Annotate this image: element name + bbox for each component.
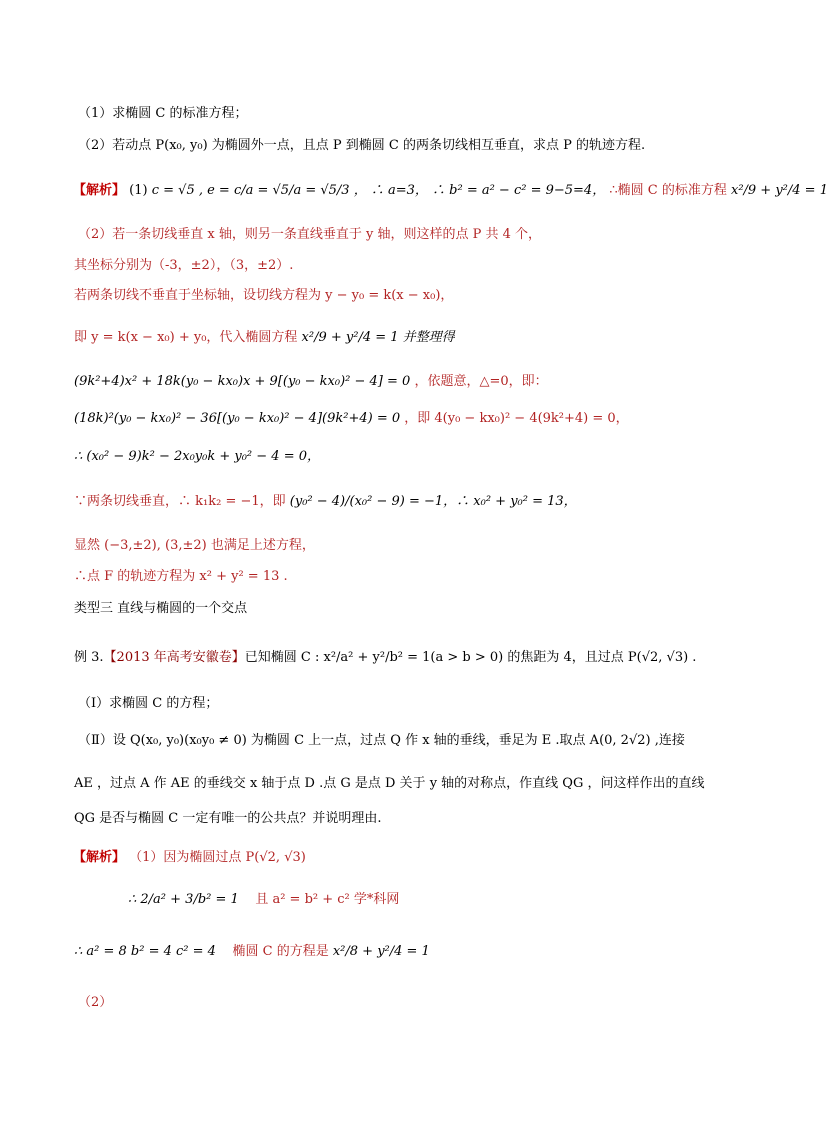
example-3-solution-line-2: ∴ 2/a² + 3/b² = 1 且 a² = b² + c² 学*科网 (128, 892, 400, 907)
example-3-question-2-line-1: （Ⅱ）设 Q(x₀, y₀)(x₀y₀ ≠ 0) 为椭圆 C 上一点，过点 Q 作 x 轴的垂线，垂足为 E .取点 A(0, 2√2) ,连接 (78, 733, 685, 748)
question-1: （1）求椭圆 C 的标准方程； (78, 106, 248, 121)
solution-1-line: 【解析】 (1) c = √5 , e = c/a = √5/a = √5/3 ， ∴ a=3， ∴ b² = a² − c² = 9−5=4， ∴椭圆 C 的标准方程 x²/9 + y²/4 = 1 (73, 183, 828, 198)
solution-2-line-3: 若两条切线不垂直于坐标轴，设切线方程为 y − y₀ = k(x − x₀)， (74, 288, 454, 303)
example-3-solution-line-3: ∴ a² = 8 b² = 4 c² = 4 椭圆 C 的方程是 x²/8 + y²/4 = 1 (74, 944, 430, 959)
solution-2-line-1: （2）若一条切线垂直 x 轴，则另一条直线垂直于 y 轴，则这样的点 P 共 4 个， (78, 227, 542, 242)
solution-2-line-8: ∵两条切线垂直，∴ k₁k₂ = −1，即 (y₀² − 4)/(x₀² − 9) = −1，∴ x₀² + y₀² = 13， (74, 494, 577, 509)
solution-2-line-10: ∴点 F 的轨迹方程为 x² + y² = 13 . (74, 569, 288, 584)
solution-2-line-7: ∴ (x₀² − 9)k² − 2x₀y₀k + y₀² − 4 = 0， (74, 449, 321, 464)
example-3-solution-part-2: （2） (78, 995, 113, 1010)
example-3: 例 3.【2013 年高考安徽卷】已知椭圆 C : x²/a² + y²/b² = 1(a > b > 0) 的焦距为 4，且过点 P(√2, √3) . (74, 650, 697, 665)
example-3-question-2-line-3: QG 是否与椭圆 C 一定有唯一的公共点？并说明理由. (74, 811, 382, 826)
example-3-question-2-line-2: AE ，过点 A 作 AE 的垂线交 x 轴于点 D .点 G 是点 D 关于 y 轴的对称点，作直线 QG ，问这样作出的直线 (74, 776, 705, 791)
section-heading-type-3: 类型三 直线与椭圆的一个交点 (74, 601, 248, 616)
solution-tag: 【解析】 (73, 183, 126, 198)
solution-2-line-6: (18k)²(y₀ − kx₀)² − 36[(y₀ − kx₀)² − 4](9k²+4) = 0 ，即 4(y₀ − kx₀)² − 4(9k²+4) = 0， (74, 411, 629, 426)
solution-2-line-5: (9k²+4)x² + 18k(y₀ − kx₀)x + 9[(y₀ − kx₀)² − 4] = 0 ，依题意，△=0，即： (74, 374, 548, 389)
example-3-solution-line-1: 【解析】 （1）因为椭圆过点 P(√2, √3) (73, 850, 306, 865)
solution-2-line-4: 即 y = k(x − x₀) + y₀，代入椭圆方程 x²/9 + y²/4 = 1 并整理得 (74, 330, 455, 345)
example-3-question-1: （Ⅰ）求椭圆 C 的方程； (78, 696, 219, 711)
question-2: （2）若动点 P(x₀, y₀) 为椭圆外一点，且点 P 到椭圆 C 的两条切线相互垂直，求点 P 的轨迹方程. (78, 138, 646, 153)
solution-tag: 【解析】 (73, 850, 126, 865)
solution-2-line-9: 显然 (−3,±2), (3,±2) 也满足上述方程， (74, 538, 315, 553)
solution-2-line-2: 其坐标分别为（-3，±2），（3，±2）. (74, 258, 294, 273)
